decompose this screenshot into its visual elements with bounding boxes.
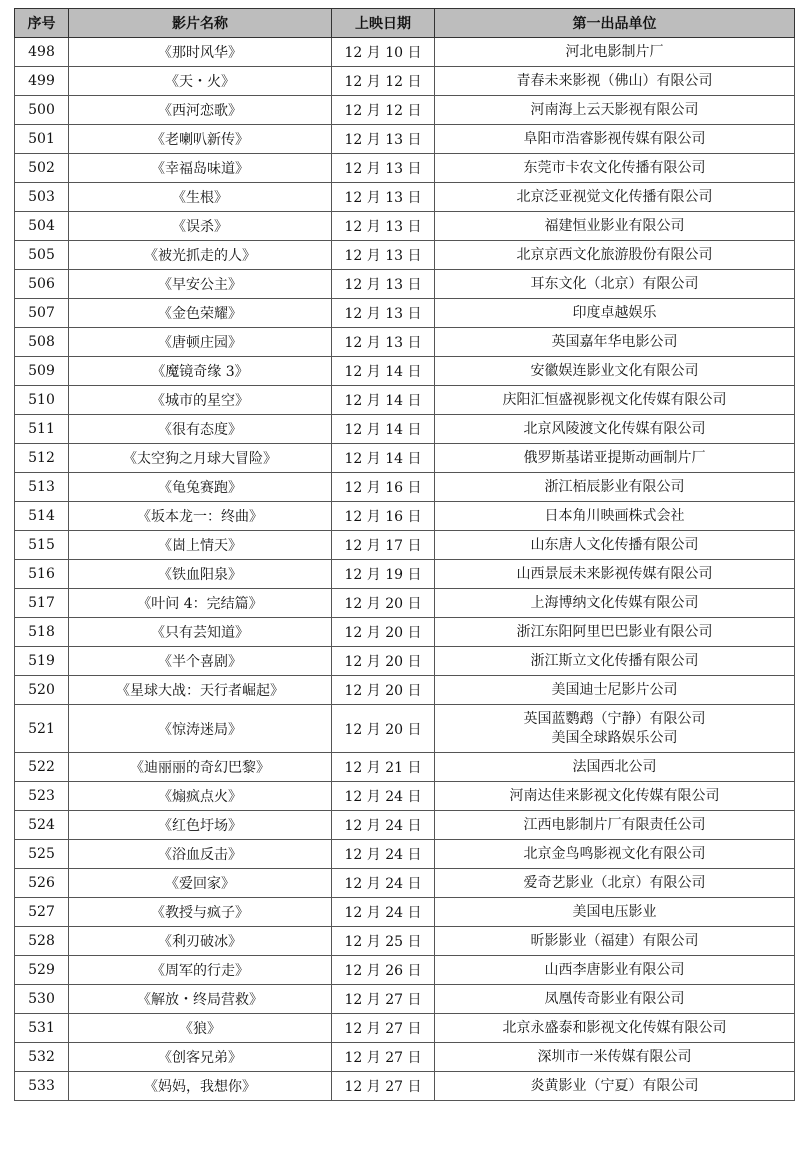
producer [435, 1014, 795, 1043]
header-producer: 第一出品单位 [435, 9, 795, 38]
producer-line: 山西李唐影业有限公司 [544, 961, 685, 978]
table-row [15, 705, 795, 753]
release-date: 12 月 13 日 [332, 212, 435, 241]
row-number: 510 [15, 386, 69, 415]
release-date: 12 月 14 日 [332, 386, 435, 415]
release-date: 12 月 24 日 [332, 811, 435, 840]
row-number: 521 [15, 705, 69, 753]
film-title: 《叶问 4：完结篇》 [69, 589, 332, 618]
film-title: 《迪丽丽的奇幻巴黎》 [69, 753, 332, 782]
table-row [15, 560, 795, 589]
release-date: 12 月 27 日 [332, 985, 435, 1014]
producer-line: 东莞市卡农文化传播有限公司 [523, 159, 706, 176]
producer-line: 凤凰传奇影业有限公司 [544, 990, 685, 1007]
row-number: 519 [15, 647, 69, 676]
table-row [15, 96, 795, 125]
row-number: 531 [15, 1014, 69, 1043]
producer-line: 昕影影业（福建）有限公司 [530, 932, 699, 949]
film-title: 《生根》 [69, 183, 332, 212]
producer [435, 869, 795, 898]
release-date: 12 月 27 日 [332, 1043, 435, 1072]
release-date: 12 月 20 日 [332, 589, 435, 618]
film-title: 《铁血阳泉》 [69, 560, 332, 589]
producer-line: 美国电压影业 [572, 903, 657, 920]
film-title: 《城市的星空》 [69, 386, 332, 415]
film-title: 《狼》 [69, 1014, 332, 1043]
row-number: 532 [15, 1043, 69, 1072]
film-title: 《半个喜剧》 [69, 647, 332, 676]
table-row [15, 125, 795, 154]
table-row [15, 782, 795, 811]
table-row [15, 38, 795, 67]
film-title: 《周军的行走》 [69, 956, 332, 985]
film-title: 《崮上情天》 [69, 531, 332, 560]
film-title: 《魔镜奇缘 3》 [69, 357, 332, 386]
table-row [15, 753, 795, 782]
producer [435, 985, 795, 1014]
producer [435, 241, 795, 270]
film-title: 《煽疯点火》 [69, 782, 332, 811]
producer-line: 安徽娱连影业文化有限公司 [530, 362, 699, 379]
table-row [15, 241, 795, 270]
row-number: 515 [15, 531, 69, 560]
table-row [15, 328, 795, 357]
producer-line: 江西电影制片厂有限责任公司 [523, 816, 706, 833]
table-row [15, 811, 795, 840]
producer [435, 154, 795, 183]
producer [435, 96, 795, 125]
release-date: 12 月 20 日 [332, 618, 435, 647]
release-date: 12 月 13 日 [332, 328, 435, 357]
producer-line: 阜阳市浩睿影视传媒有限公司 [523, 130, 706, 147]
film-title: 《唐顿庄园》 [69, 328, 332, 357]
film-title: 《那时风华》 [69, 38, 332, 67]
row-number: 501 [15, 125, 69, 154]
film-title: 《解放・终局营救》 [69, 985, 332, 1014]
table-row [15, 618, 795, 647]
table-row [15, 927, 795, 956]
table-row [15, 1043, 795, 1072]
film-release-table [14, 8, 795, 1101]
producer-line: 炎黄影业（宁夏）有限公司 [530, 1077, 699, 1094]
row-number: 514 [15, 502, 69, 531]
release-date: 12 月 27 日 [332, 1072, 435, 1101]
row-number: 522 [15, 753, 69, 782]
film-title: 《创客兄弟》 [69, 1043, 332, 1072]
row-number: 506 [15, 270, 69, 299]
row-number: 533 [15, 1072, 69, 1101]
header-release-date: 上映日期 [332, 9, 435, 38]
table-body [15, 38, 795, 1101]
row-number: 499 [15, 67, 69, 96]
film-title: 《妈妈，我想你》 [69, 1072, 332, 1101]
film-title: 《太空狗之月球大冒险》 [69, 444, 332, 473]
release-date: 12 月 13 日 [332, 299, 435, 328]
film-title: 《被光抓走的人》 [69, 241, 332, 270]
producer-line: 英国蓝鹦鹉（宁静）有限公司 [523, 710, 706, 727]
release-date: 12 月 24 日 [332, 869, 435, 898]
row-number: 528 [15, 927, 69, 956]
release-date: 12 月 13 日 [332, 154, 435, 183]
producer-line: 浙江斯立文化传播有限公司 [530, 652, 699, 669]
table-row [15, 676, 795, 705]
producer-line: 法国西北公司 [572, 758, 657, 775]
producer [435, 840, 795, 869]
producer [435, 811, 795, 840]
producer-line: 浙江东阳阿里巴巴影业有限公司 [516, 623, 713, 640]
producer-line: 美国全球路娱乐公司 [551, 729, 678, 746]
header-film-title: 影片名称 [69, 9, 332, 38]
producer [435, 183, 795, 212]
producer [435, 502, 795, 531]
release-date: 12 月 24 日 [332, 840, 435, 869]
release-date: 12 月 16 日 [332, 502, 435, 531]
producer [435, 676, 795, 705]
row-number: 508 [15, 328, 69, 357]
table-row [15, 985, 795, 1014]
release-date: 12 月 21 日 [332, 753, 435, 782]
release-date: 12 月 12 日 [332, 67, 435, 96]
producer [435, 67, 795, 96]
producer [435, 618, 795, 647]
film-title: 《爱回家》 [69, 869, 332, 898]
film-title: 《早安公主》 [69, 270, 332, 299]
producer-line: 英国嘉年华电影公司 [551, 333, 678, 350]
producer-line: 河南达佳来影视文化传媒有限公司 [509, 787, 720, 804]
row-number: 498 [15, 38, 69, 67]
producer [435, 531, 795, 560]
table-row [15, 473, 795, 502]
producer [435, 38, 795, 67]
release-date: 12 月 25 日 [332, 927, 435, 956]
producer-line: 青春未来影视（佛山）有限公司 [516, 72, 713, 89]
row-number: 518 [15, 618, 69, 647]
producer [435, 444, 795, 473]
producer-line: 庆阳汇恒盛视影视文化传媒有限公司 [502, 391, 727, 408]
film-title: 《星球大战：天行者崛起》 [69, 676, 332, 705]
table-row [15, 183, 795, 212]
film-title: 《只有芸知道》 [69, 618, 332, 647]
release-date: 12 月 14 日 [332, 357, 435, 386]
producer-line: 福建恒业影业有限公司 [544, 217, 685, 234]
film-title: 《很有态度》 [69, 415, 332, 444]
producer [435, 753, 795, 782]
table-row [15, 869, 795, 898]
table-row [15, 956, 795, 985]
header-number: 序号 [15, 9, 69, 38]
row-number: 502 [15, 154, 69, 183]
producer [435, 589, 795, 618]
table-row [15, 589, 795, 618]
producer-line: 北京风陵渡文化传媒有限公司 [523, 420, 706, 437]
producer [435, 782, 795, 811]
row-number: 509 [15, 357, 69, 386]
producer-line: 山西景辰未来影视传媒有限公司 [516, 565, 713, 582]
release-date: 12 月 19 日 [332, 560, 435, 589]
producer [435, 415, 795, 444]
table-row [15, 647, 795, 676]
producer [435, 125, 795, 154]
row-number: 516 [15, 560, 69, 589]
producer-line: 印度卓越娱乐 [572, 304, 657, 321]
producer-line: 爱奇艺影业（北京）有限公司 [523, 874, 706, 891]
table-row [15, 502, 795, 531]
row-number: 527 [15, 898, 69, 927]
release-date: 12 月 27 日 [332, 1014, 435, 1043]
table-row [15, 898, 795, 927]
release-date: 12 月 24 日 [332, 782, 435, 811]
film-title: 《利刃破冰》 [69, 927, 332, 956]
producer-line: 深圳市一米传媒有限公司 [537, 1048, 692, 1065]
release-date: 12 月 14 日 [332, 415, 435, 444]
film-title: 《误杀》 [69, 212, 332, 241]
row-number: 520 [15, 676, 69, 705]
producer [435, 1072, 795, 1101]
row-number: 526 [15, 869, 69, 898]
release-date: 12 月 17 日 [332, 531, 435, 560]
producer-line: 北京泛亚视觉文化传播有限公司 [516, 188, 713, 205]
release-date: 12 月 13 日 [332, 241, 435, 270]
producer-line: 北京金鸟鸣影视文化有限公司 [523, 845, 706, 862]
producer [435, 473, 795, 502]
release-date: 12 月 16 日 [332, 473, 435, 502]
producer-line: 日本角川映画株式会社 [544, 507, 685, 524]
table-row [15, 154, 795, 183]
release-date: 12 月 13 日 [332, 125, 435, 154]
producer [435, 212, 795, 241]
release-date: 12 月 20 日 [332, 705, 435, 753]
table-row [15, 444, 795, 473]
producer [435, 386, 795, 415]
film-title: 《金色荣耀》 [69, 299, 332, 328]
producer [435, 898, 795, 927]
film-title: 《坂本龙一：终曲》 [69, 502, 332, 531]
producer-line: 北京京西文化旅游股份有限公司 [516, 246, 713, 263]
producer-line: 俄罗斯基诺亚提斯动画制片厂 [523, 449, 706, 466]
table-row [15, 270, 795, 299]
table-row [15, 386, 795, 415]
film-title: 《红色圩场》 [69, 811, 332, 840]
producer-line: 美国迪士尼影片公司 [551, 681, 678, 698]
producer [435, 328, 795, 357]
row-number: 523 [15, 782, 69, 811]
row-number: 504 [15, 212, 69, 241]
film-title: 《西河恋歌》 [69, 96, 332, 125]
film-title: 《惊涛迷局》 [69, 705, 332, 753]
row-number: 507 [15, 299, 69, 328]
release-date: 12 月 20 日 [332, 647, 435, 676]
producer [435, 270, 795, 299]
release-date: 12 月 10 日 [332, 38, 435, 67]
table-row [15, 67, 795, 96]
producer-line: 山东唐人文化传播有限公司 [530, 536, 699, 553]
producer [435, 560, 795, 589]
producer-line: 浙江栢辰影业有限公司 [544, 478, 685, 495]
row-number: 530 [15, 985, 69, 1014]
row-number: 513 [15, 473, 69, 502]
film-title: 《老喇叭新传》 [69, 125, 332, 154]
producer [435, 647, 795, 676]
film-title: 《教授与疯子》 [69, 898, 332, 927]
row-number: 500 [15, 96, 69, 125]
film-title: 《天・火》 [69, 67, 332, 96]
table-row [15, 415, 795, 444]
release-date: 12 月 13 日 [332, 183, 435, 212]
producer [435, 1043, 795, 1072]
producer-line: 北京永盛泰和影视文化传媒有限公司 [502, 1019, 727, 1036]
producer [435, 357, 795, 386]
producer [435, 705, 795, 753]
producer [435, 927, 795, 956]
producer-line: 河南海上云天影视有限公司 [530, 101, 699, 118]
row-number: 517 [15, 589, 69, 618]
table-row [15, 212, 795, 241]
row-number: 524 [15, 811, 69, 840]
row-number: 529 [15, 956, 69, 985]
table-row [15, 357, 795, 386]
producer-line: 上海博纳文化传媒有限公司 [530, 594, 699, 611]
table-row [15, 840, 795, 869]
release-date: 12 月 26 日 [332, 956, 435, 985]
release-date: 12 月 24 日 [332, 898, 435, 927]
row-number: 503 [15, 183, 69, 212]
row-number: 525 [15, 840, 69, 869]
producer [435, 299, 795, 328]
producer [435, 956, 795, 985]
producer-line: 河北电影制片厂 [565, 43, 664, 60]
release-date: 12 月 13 日 [332, 270, 435, 299]
film-title: 《龟兔赛跑》 [69, 473, 332, 502]
table-row [15, 531, 795, 560]
release-date: 12 月 12 日 [332, 96, 435, 125]
row-number: 512 [15, 444, 69, 473]
table-row [15, 1072, 795, 1101]
row-number: 511 [15, 415, 69, 444]
release-date: 12 月 20 日 [332, 676, 435, 705]
table-row [15, 299, 795, 328]
table-row [15, 1014, 795, 1043]
header-row [15, 9, 795, 38]
producer-line: 耳东文化（北京）有限公司 [530, 275, 699, 292]
release-date: 12 月 14 日 [332, 444, 435, 473]
film-title: 《浴血反击》 [69, 840, 332, 869]
film-title: 《幸福岛味道》 [69, 154, 332, 183]
row-number: 505 [15, 241, 69, 270]
